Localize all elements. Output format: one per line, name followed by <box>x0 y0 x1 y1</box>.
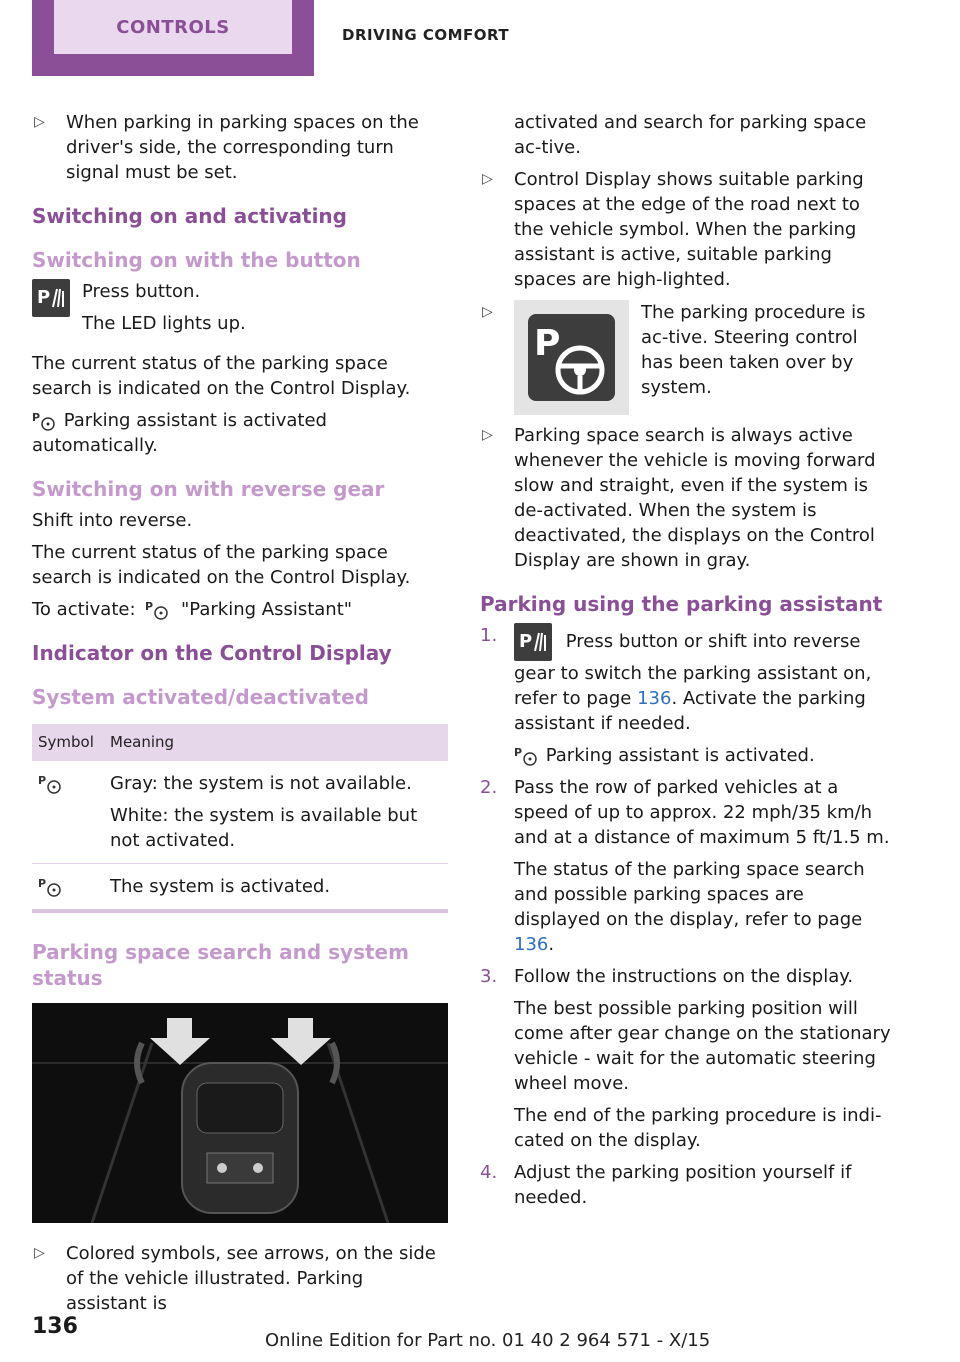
tab-controls[interactable] <box>32 0 314 76</box>
parking-assist-button-icon <box>32 279 70 317</box>
page-link[interactable]: 136 <box>637 688 672 709</box>
list-item: ▷ When parking in parking spaces on the driver's side, the corresponding turn signal must be set. <box>34 112 419 183</box>
parking-steering-icon <box>38 876 64 898</box>
svg-text:P: P <box>145 600 154 613</box>
button-instruction: P Press button. The LED lights up. <box>32 279 448 343</box>
svg-text:P: P <box>32 411 41 424</box>
page-link[interactable]: 136 <box>514 934 549 955</box>
step-sub: P Parking assistant is activated. <box>514 745 815 766</box>
step-item: 2. Pass the row of parked vehicles at a speed of up to approx. 22 mph/35 km/h and at a distance of maximum 5 ft/1.5 m. <box>480 777 890 848</box>
svg-text:P: P <box>514 746 523 759</box>
page-number: 136 <box>32 1314 78 1339</box>
table-header-meaning: Meaning <box>104 724 448 761</box>
bullet-triangle-icon: ▷ <box>482 171 493 187</box>
svg-text:P: P <box>534 323 561 364</box>
list-item: ▷ Colored symbols, see arrows, on the side of the vehicle illustrated. Parking assistant is <box>34 1243 436 1314</box>
parking-assist-button-icon <box>514 623 552 661</box>
step-item: 3. Follow the instructions on the display. <box>480 966 854 987</box>
section-title: DRIVING COMFORT <box>342 26 510 44</box>
bullet-triangle-icon: ▷ <box>34 114 45 130</box>
list-item: ▷ Control Display shows suitable parking spaces at the edge of the road next to the vehicle symbol. When the parking assistant is active, suitable parking spaces are high‐lighted. <box>482 169 864 290</box>
heading-switching-on-activating: Switching on and activating <box>32 204 347 228</box>
parking-steering-icon <box>145 599 171 621</box>
list-item: ▷ Parking space search is always active whenever the vehicle is moving forward slow and straight, even if the system is de‐activated. When the system is deactivated, the displays on the Control Display are shown in gray. <box>482 425 876 571</box>
heading-indicator: Indicator on the Control Display <box>32 641 392 665</box>
svg-text:P: P <box>38 877 47 890</box>
table-header-symbol: Symbol <box>32 724 104 761</box>
parking-steering-icon <box>38 773 64 795</box>
bullet-triangle-icon: ▷ <box>482 304 493 320</box>
left-column: ▷ When parking in parking spaces on the driver's side, the corresponding turn signal must be set. Switching on and activating Switching on with the button P Press button. The LED lights up. The current status of the parking space search is indicated on the Control Display. P Parking assistant is activated automatically. Switching on with reverse gear Shift into reverse. The current status of the parking space search is indicated on the Control Display. To activate: P "Parking Assistant" Indicator on the Control Display System activated/deactivated Symbol Meaning P Gray: the system is not available. White: the system is available but not activated. P The system is activated. Parking space search and system status ▷ Colored symbols, see arrows, on the side of the vehicle illustrated. Parking assistant is <box>32 110 448 1324</box>
car-illustration <box>32 1003 448 1223</box>
right-column: activated and search for parking space ac‐tive. ▷ Control Display shows suitable parking spaces at the edge of the road next to the vehicle symbol. When the parking assistant is active, suitable parking spaces are high‐lighted. ▷ P The parking procedure is ac‐tive. Steering control has been taken over by system. ▷ Parking space search is always active whenever the vehicle is moving forward slow and straight, even if the system is de‐activated. When the system is deactivated, the displays on the Control Display are shown in gray. Parking using the parking assistant 1. P Press button or shift into reverse gear to switch the parking assistant on, refer to page 136. Activate the parking assistant if needed. P Parking assistant is activated. 2. Pass the row of parked vehicles at a speed of up to approx. 22 mph/35 km/h and at a distance of maximum 5 ft/1.5 m. The status of the parking space search and possible parking spaces are displayed on the display, refer to page 136. 3. Follow the instructions on the display. The best possible parking position will come after gear change on the stationary vehicle - wait for the automatic steering wheel move. The end of the parking procedure is indi‐cated on the display. 4. Adjust the parking position yourself if needed. <box>480 112 891 1208</box>
bullet-triangle-icon: ▷ <box>34 1245 45 1261</box>
to-activate-line: To activate: P "Parking Assistant" <box>32 599 353 620</box>
step-item: 1. P Press button or shift into reverse gear to switch the parking assistant on, refer to page 136. Activate the parking assistant if needed. <box>480 625 872 734</box>
heading-search-status: Parking space search and system status <box>32 940 409 990</box>
auto-activated-line: P Parking assistant is activated automatically. <box>32 410 327 456</box>
parking-steering-icon <box>514 745 540 767</box>
list-item: ▷ P The parking procedure is ac‐tive. Steering control has been taken over by system. <box>480 300 892 415</box>
heading-parking-using: Parking using the parking assistant <box>480 592 883 616</box>
heading-system-activated: System activated/deactivated <box>32 685 369 709</box>
table-row: P Gray: the system is not available. White: the system is available but not activated. <box>32 761 448 864</box>
svg-text:P: P <box>38 774 47 787</box>
svg-text:P: P <box>37 287 51 308</box>
step-sub: The status of the parking space search and possible parking spaces are displayed on the display, refer to page 136. <box>514 859 865 955</box>
step-item: 4. Adjust the parking position yourself if needed. <box>480 1162 852 1208</box>
heading-switching-on-reverse: Switching on with reverse gear <box>32 477 385 501</box>
edition-note: Online Edition for Part no. 01 40 2 964 571 - X/15 <box>265 1330 711 1351</box>
heading-switching-on-button: Switching on with the button <box>32 248 361 272</box>
svg-text:P: P <box>519 631 533 652</box>
header-bar <box>0 0 960 76</box>
parking-steering-icon <box>514 300 629 415</box>
tab-controls-label: CONTROLS <box>54 0 292 54</box>
bullet-triangle-icon: ▷ <box>482 427 493 443</box>
parking-steering-icon <box>32 410 58 432</box>
table-row: P The system is activated. <box>32 864 448 912</box>
symbol-table <box>32 724 448 913</box>
